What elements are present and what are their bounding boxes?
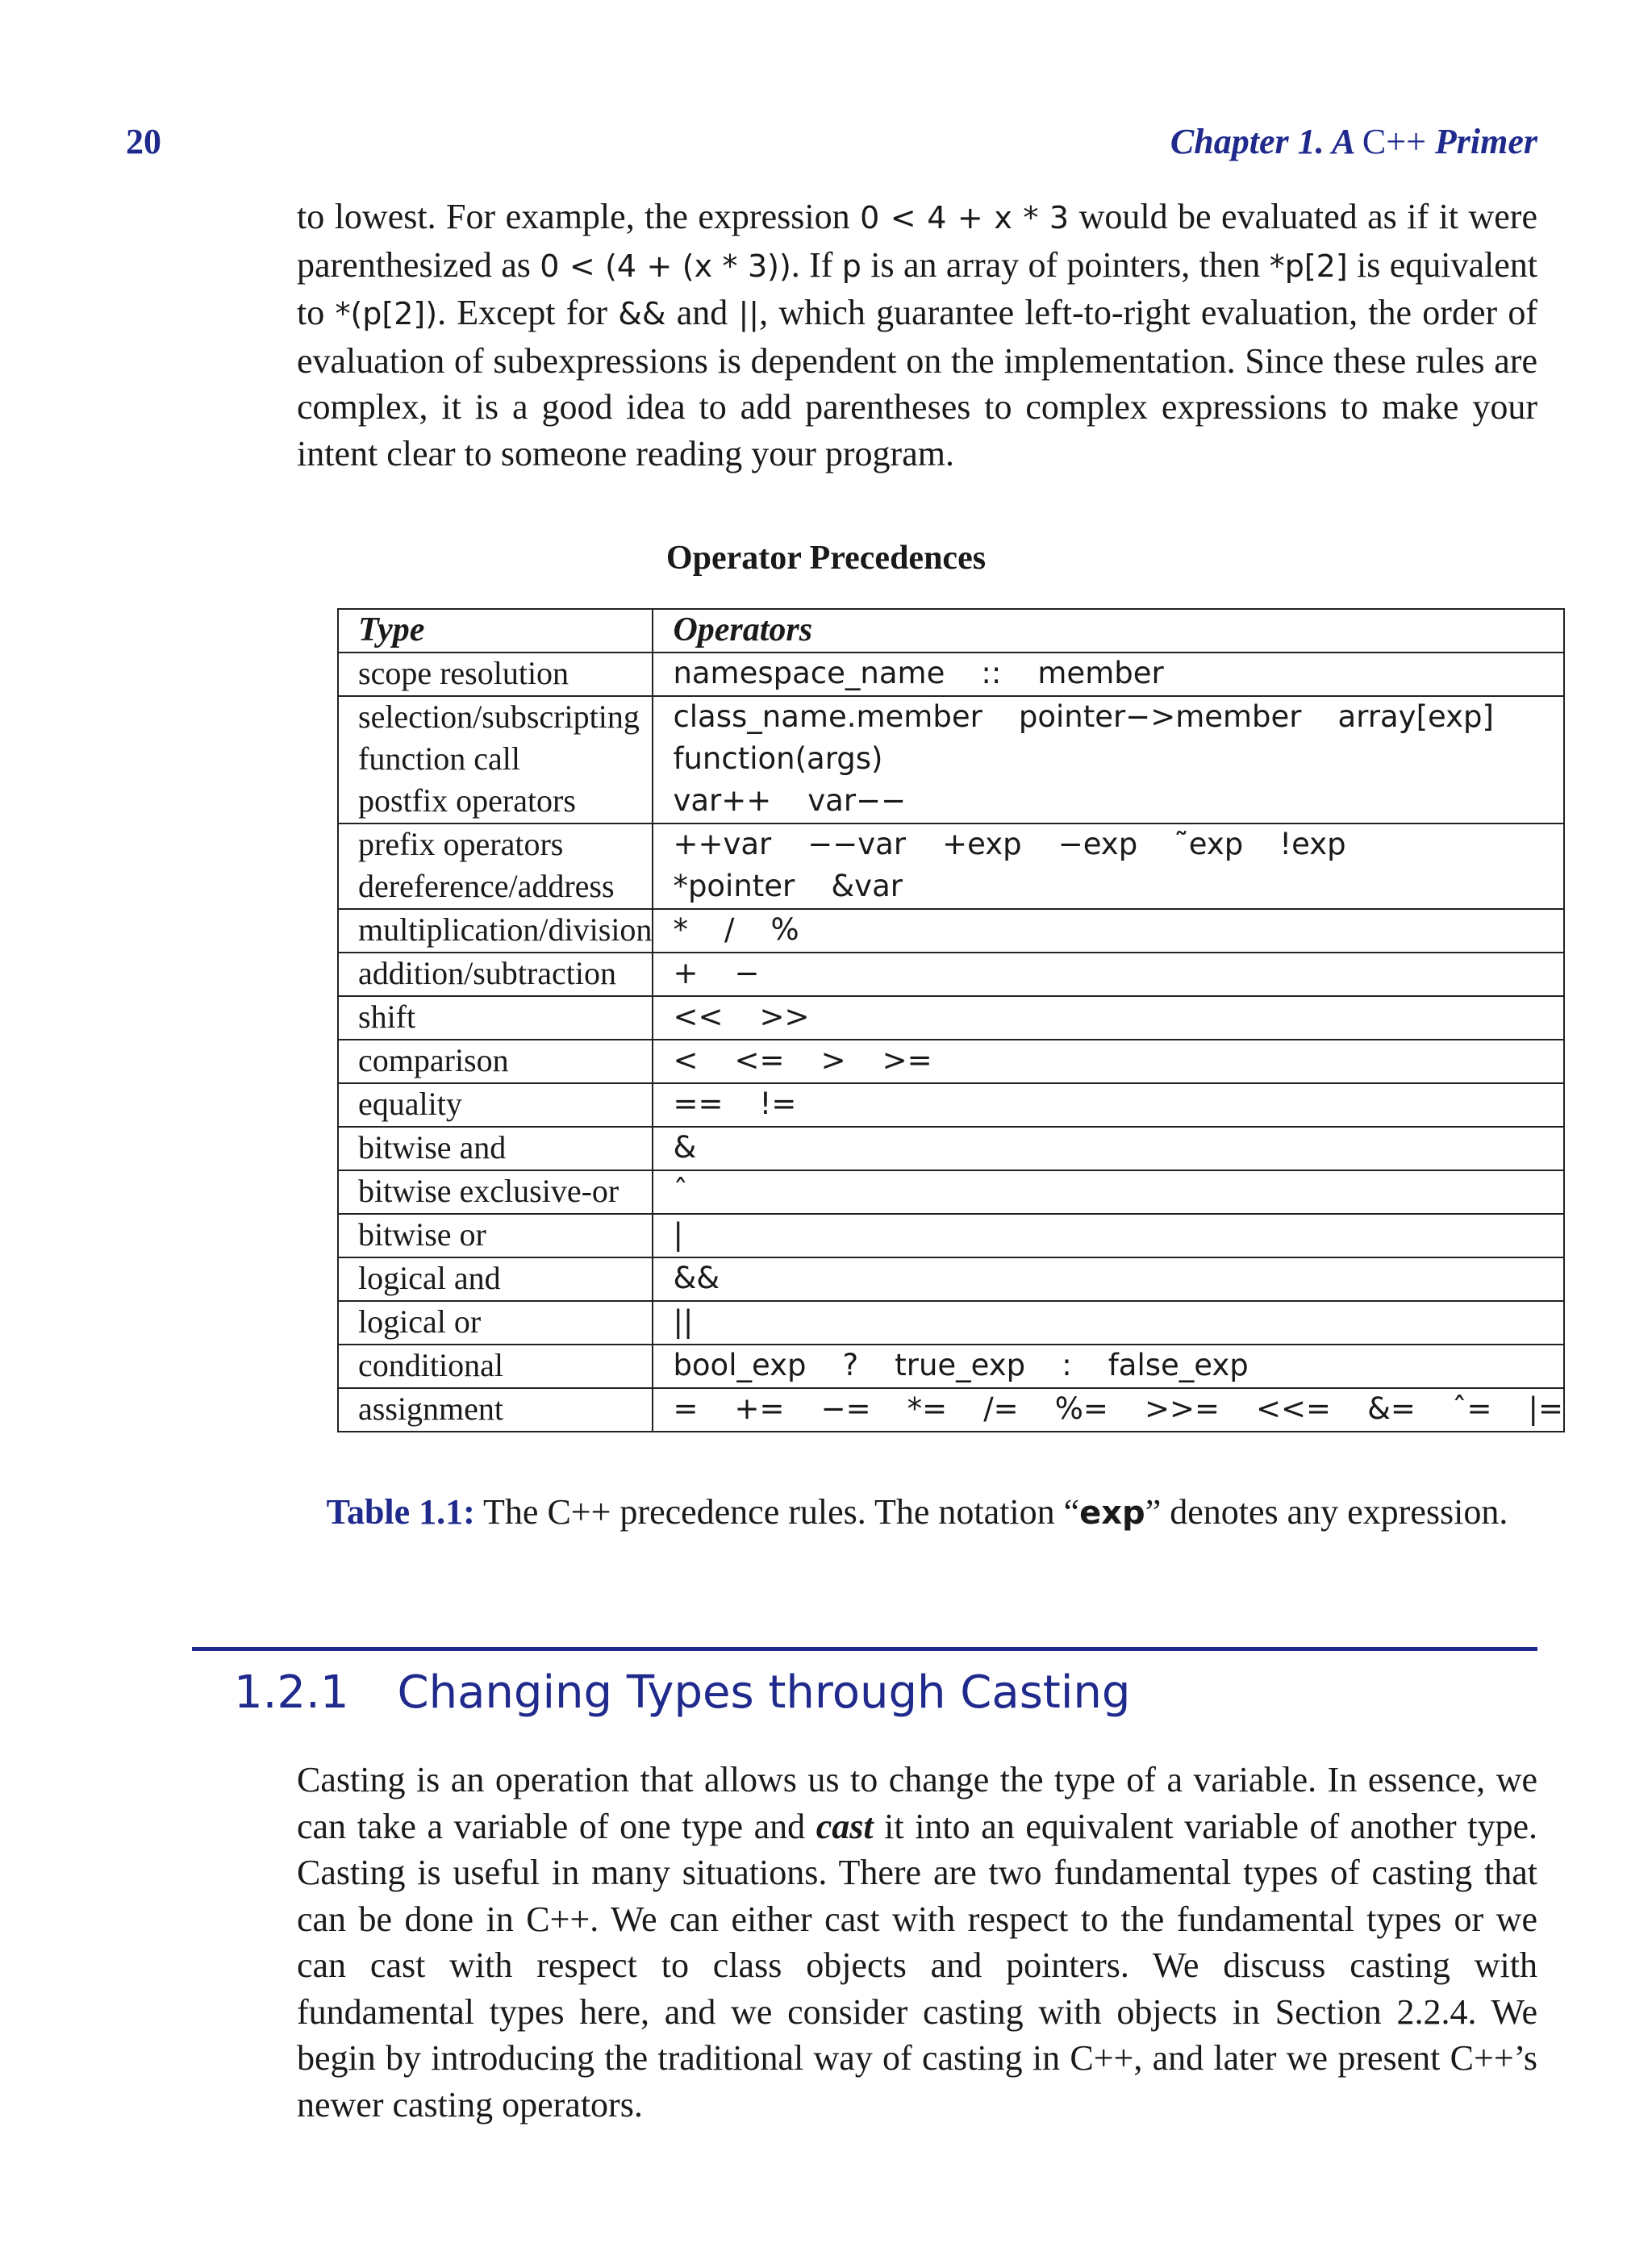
row-type: shift — [338, 996, 653, 1040]
table-row — [338, 739, 1564, 781]
row-operators: << >> — [653, 996, 1564, 1040]
chapter-title — [1170, 121, 1537, 162]
body-paragraph — [297, 1757, 1537, 2128]
table-title: Operator Precedences — [665, 540, 987, 577]
table-row — [338, 1301, 1564, 1345]
row-operators: namespace_name :: member — [653, 653, 1564, 696]
body-text-1: Casting is an operation that allows us to change the type of a variable. In essence, we can take a variable of one type and — [297, 1760, 1537, 1846]
intro-text-8: , which guarantee left-to-right evaluation, the order of evaluation of subexpressions is dependent on the implementation. Since these rules are complex, it is a good idea to add parentheses to complex expressions to make your intent clear to someone reading your program. — [297, 293, 1538, 473]
table-row — [338, 996, 1564, 1040]
caption-keyword: exp — [1079, 1495, 1145, 1532]
table-row — [338, 1127, 1564, 1170]
row-operators: bool_exp ? true_exp : false_exp — [653, 1345, 1564, 1388]
table-row — [338, 1214, 1564, 1257]
table-header-row — [338, 609, 1564, 653]
row-type: equality — [338, 1083, 653, 1127]
row-type: prefix operators — [338, 824, 653, 866]
row-type: selection/subscripting — [338, 696, 653, 739]
row-type: multiplication/division — [338, 909, 653, 953]
table-row — [338, 1040, 1564, 1083]
row-type: comparison — [338, 1040, 653, 1083]
chapter-rest: Primer — [1425, 122, 1537, 161]
row-type: bitwise exclusive-or — [338, 1170, 653, 1214]
running-header — [0, 0, 1652, 194]
row-type: conditional — [338, 1345, 653, 1388]
row-type: bitwise and — [338, 1127, 653, 1170]
row-operators: ˆ — [653, 1170, 1564, 1214]
row-operators: class_name.member pointer−>member array[exp] — [653, 696, 1564, 739]
row-type: postfix operators — [338, 781, 653, 824]
table-caption — [297, 1489, 1537, 1537]
row-operators: *pointer &var — [653, 866, 1564, 909]
intro-paragraph — [297, 194, 1537, 477]
intro-code-deref: *p[2] — [1269, 248, 1348, 284]
row-operators: < <= > >= — [653, 1040, 1564, 1083]
intro-code-expression: 0 < 4 + x * 3 — [860, 200, 1070, 236]
intro-code-deref-paren: *(p[2]) — [335, 296, 438, 331]
row-type: logical and — [338, 1257, 653, 1301]
table-row — [338, 824, 1564, 866]
row-type: bitwise or — [338, 1214, 653, 1257]
row-operators: & — [653, 1127, 1564, 1170]
row-operators: == != — [653, 1083, 1564, 1127]
body-text-2: it into an equivalent variable of another type. Casting is useful in many situations. There are two fundamental types of casting that can be done in C++. We can either cast with respect to the fundamental types or we can cast with respect to class objects and pointers. We discuss casting with fundamental types here, and we consider casting with objects in Section 2.2.4. We begin by introducing the traditional way of casting in C++, and later we present C++’s newer casting operators. — [297, 1806, 1537, 2124]
row-operators: | — [653, 1214, 1564, 1257]
chapter-label: Chapter 1. A — [1170, 122, 1362, 161]
table-row — [338, 696, 1564, 739]
table-row — [338, 781, 1564, 824]
table-row — [338, 1345, 1564, 1388]
table-row — [338, 909, 1564, 953]
row-type: scope resolution — [338, 653, 653, 696]
table-row — [338, 866, 1564, 909]
intro-text-6: . Except for — [437, 293, 619, 332]
intro-text-4: is an array of pointers, then — [861, 244, 1270, 285]
row-operators: || — [653, 1301, 1564, 1345]
intro-code-parenthesized: 0 < (4 + (x * 3)) — [540, 248, 791, 284]
intro-code-or: || — [738, 296, 760, 331]
intro-text-3: . If — [791, 244, 842, 285]
section-heading — [234, 1666, 1130, 1719]
table-row — [338, 1170, 1564, 1214]
section-number: 1.2.1 — [234, 1666, 349, 1719]
intro-text-1: to lowest. For example, the expression — [297, 197, 861, 236]
row-operators: = += −= *= /= %= >>= <<= &= ˆ= |= — [653, 1388, 1564, 1432]
row-operators: && — [653, 1257, 1564, 1301]
row-operators: ++var −−var +exp −exp ˜exp !exp — [653, 824, 1564, 866]
row-operators: + − — [653, 953, 1564, 996]
caption-label: Table 1.1: — [326, 1492, 475, 1532]
header-operators: Operators — [653, 609, 1564, 653]
chapter-lang: C++ — [1362, 122, 1426, 161]
section-divider — [192, 1647, 1537, 1651]
intro-code-and: && — [618, 296, 666, 331]
intro-text-7: and — [665, 293, 739, 332]
section-title: Changing Types through Casting — [397, 1666, 1131, 1719]
table-row — [338, 953, 1564, 996]
intro-text-5: is equivalent to — [297, 244, 1537, 332]
row-type: dereference/address — [338, 866, 653, 909]
row-type: logical or — [338, 1301, 653, 1345]
body-emphasis: cast — [816, 1806, 874, 1846]
table-row — [338, 1388, 1564, 1432]
intro-text-2: would be evaluated as if it were parenthesized as — [297, 197, 1537, 285]
row-operators: function(args) — [653, 739, 1564, 781]
table-row — [338, 1257, 1564, 1301]
row-operators: * / % — [653, 909, 1564, 953]
operator-precedence-table — [337, 608, 1565, 1432]
caption-text-before: The C++ precedence rules. The notation “ — [474, 1492, 1080, 1532]
header-type: Type — [338, 609, 653, 653]
page-number: 20 — [126, 122, 161, 161]
row-type: assignment — [338, 1388, 653, 1432]
table-row — [338, 1083, 1564, 1127]
intro-code-p: p — [841, 248, 861, 284]
row-type: addition/subtraction — [338, 953, 653, 996]
row-operators: var++ var−− — [653, 781, 1564, 824]
table-row — [338, 653, 1564, 696]
caption-text-after: ” denotes any expression. — [1145, 1492, 1508, 1532]
row-type: function call — [338, 739, 653, 781]
